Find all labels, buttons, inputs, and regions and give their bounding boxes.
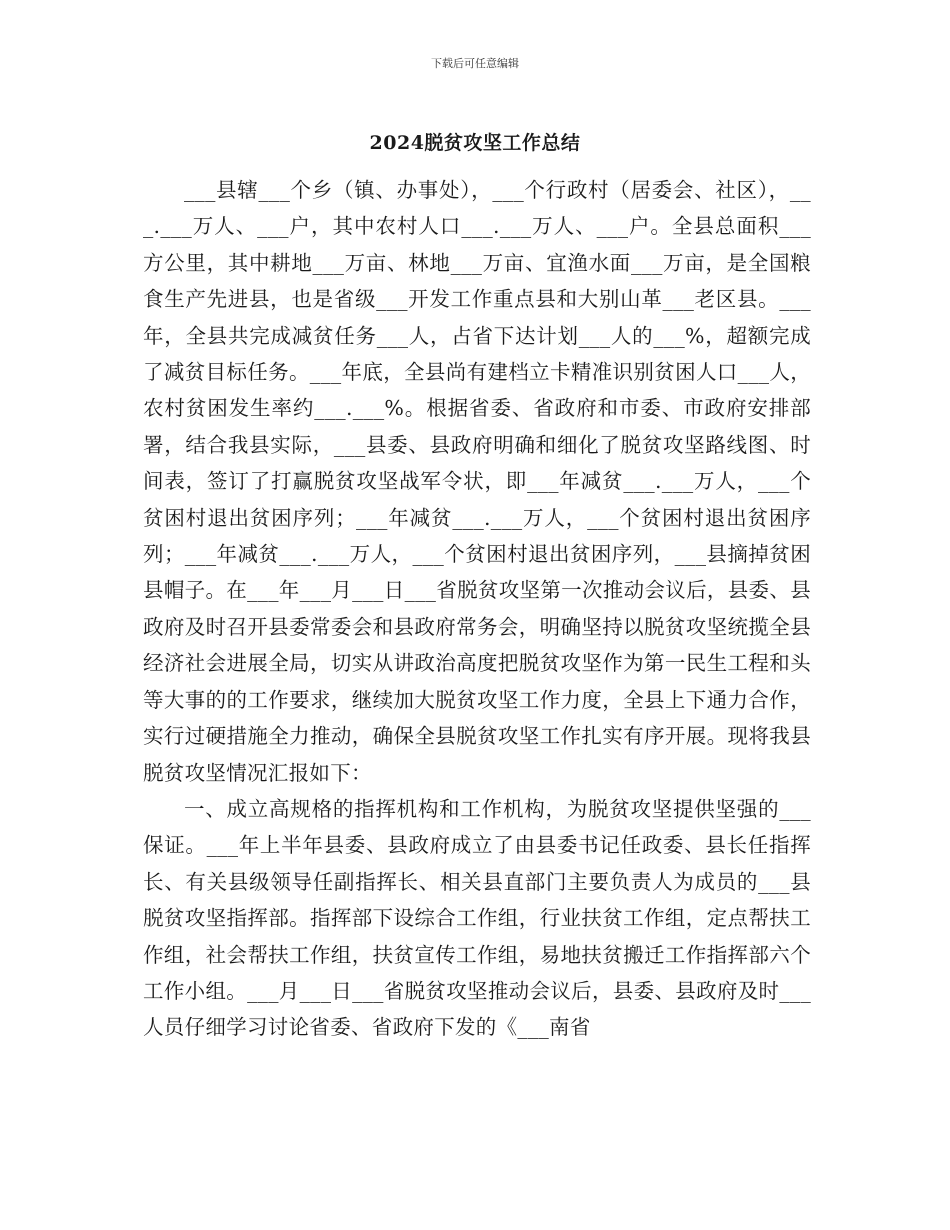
document-body (143, 172, 811, 1046)
page-header-note: 下载后可任意编辑 (431, 57, 519, 70)
paragraph-intro: ___县辖___个乡（镇、办事处），___个行政村（居委会、社区），___.___万人、___户，其中农村人口___.___万人、___户。全县总面积___方公里，其中耕地___万亩、林地___万亩、宜渔水面___万亩，是全国粮食生产先进县，也是省级___开发工作重点县和大别山革___老区县。___年，全县共完成减贫任务___人，占省下达计划___人的___%，超额完成了减贫目标任务。___年底，全县尚有建档立卡精准识别贫困人口___人，农村贫困发生率约___.___%。根据省委、省政府和市委、市政府安排部署，结合我县实际，___县委、县政府明确和细化了脱贫攻坚路线图、时间表，签订了打赢脱贫攻坚战军令状，即___年减贫___.___万人，___个贫困村退出贫困序列；___年减贫___.___万人，___个贫困村退出贫困序列；___年减贫___.___万人，___个贫困村退出贫困序列，___县摘掉贫困县帽子。在___年___月___日___省脱贫攻坚第一次推动会议后，县委、县政府及时召开县委常委会和县政府常务会，明确坚持以脱贫攻坚统揽全县经济社会进展全局，切实从讲政治高度把脱贫攻坚作为第一民生工程和头等大事的的工作要求，继续加大脱贫攻坚工作力度，全县上下通力合作，实行过硬措施全力推动，确保全县脱贫攻坚工作扎实有序开展。现将我县脱贫攻坚情况汇报如下： (143, 178, 811, 785)
document-title: 2024脱贫攻坚工作总结 (369, 132, 581, 154)
paragraph-section-1: 一、成立高规格的指挥机构和工作机构，为脱贫攻坚提供坚强的___保证。___年上半年县委、县政府成立了由县委书记任政委、县长任指挥长、有关县级领导任副指挥长、相关县直部门主要负责人为成员的___县脱贫攻坚指挥部。指挥部下设综合工作组，行业扶贫工作组，定点帮扶工作组，社会帮扶工作组，扶贫宣传工作组，易地扶贫搬迁工作指挥部六个工作小组。___月___日___省脱贫攻坚推动会议后，县委、县政府及时___人员仔细学习讨论省委、省政府下发的《___南省 (143, 796, 811, 1040)
